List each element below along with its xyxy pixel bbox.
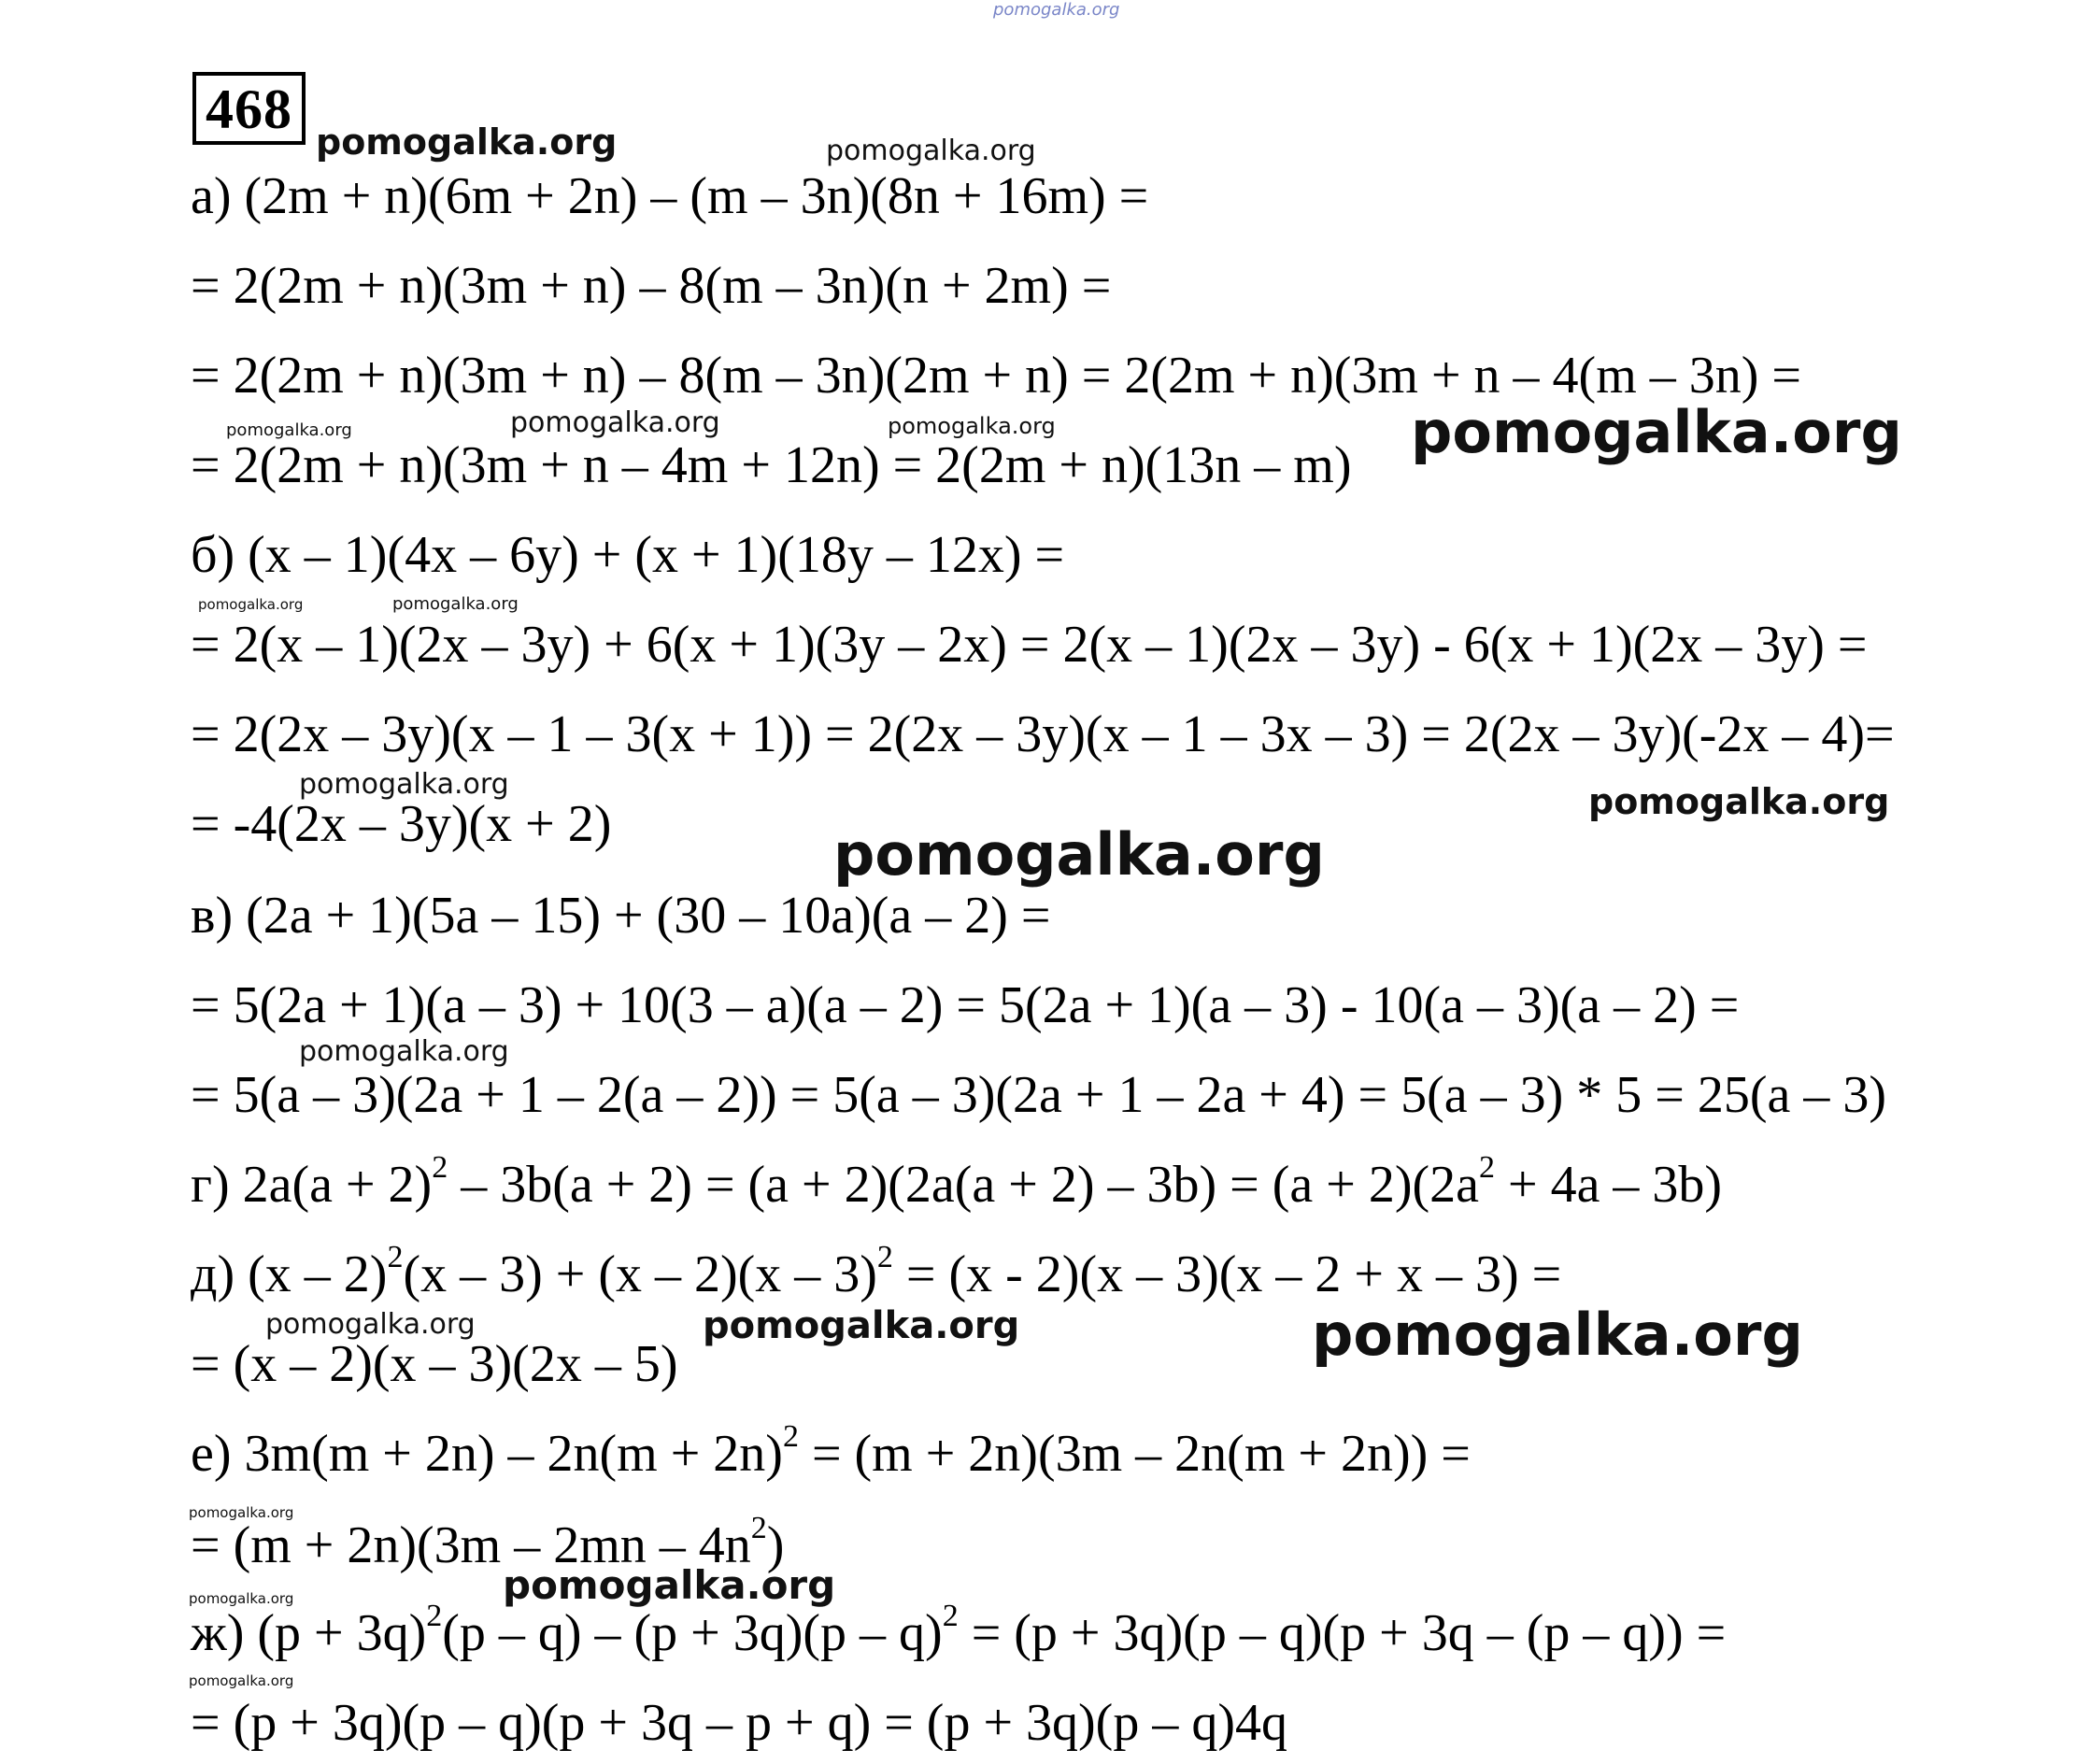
exponent: 2 xyxy=(1478,1150,1495,1186)
exponent: 2 xyxy=(426,1599,443,1634)
e2-part2: ) xyxy=(766,1516,785,1574)
exponent: 2 xyxy=(750,1511,767,1546)
exponent: 2 xyxy=(432,1150,448,1186)
solution-line-d2: = (x – 2)(x – 3)(2x – 5) xyxy=(191,1335,678,1393)
problem-number: 468 xyxy=(192,72,306,145)
watermark: pomogalka.org xyxy=(299,1035,509,1068)
solution-line-b3: = 2(2x – 3y)(x – 1 – 3(x + 1)) = 2(2x – 3y)(x – 1 – 3x – 3) = 2(2x – 3y)(-2x – 4)= xyxy=(191,705,1895,763)
d1-part3: = (x - 2)(x – 3)(x – 2 + x – 3) = xyxy=(892,1245,1562,1303)
solution-line-g1 xyxy=(191,1150,1723,1215)
exponent: 2 xyxy=(876,1240,893,1275)
solution-line-v1: в) (2a + 1)(5a – 15) + (30 – 10a)(a – 2) = xyxy=(191,887,1051,945)
solution-line-a3: = 2(2m + n)(3m + n) – 8(m – 3n)(2m + n) = 2(2m + n)(3m + n – 4(m – 3n) = xyxy=(191,347,1801,405)
zh1-part3: = (p + 3q)(p – q)(p + 3q – (p – q)) = xyxy=(958,1604,1727,1662)
d1-part2: (x – 3) + (x – 2)(x – 3) xyxy=(403,1245,877,1303)
solution-line-a1: а) (2m + n)(6m + 2n) – (m – 3n)(8n + 16m) = xyxy=(191,167,1149,225)
solution-line-zh2: = (p + 3q)(p – q)(p + 3q – p + q) = (p + 3q)(p – q)4q xyxy=(191,1694,1287,1752)
solution-line-a4: = 2(2m + n)(3m + n – 4m + 12n) = 2(2m + n)(13n – m) xyxy=(191,436,1352,494)
solution-line-d1 xyxy=(191,1240,1562,1304)
watermark: pomogalka.org xyxy=(198,596,304,613)
g1-part3: + 4a – 3b) xyxy=(1494,1156,1723,1214)
e2-part1: = (m + 2n)(3m – 2mn – 4n xyxy=(191,1516,751,1574)
watermark: pomogalka.org xyxy=(1588,781,1890,822)
d1-part1: д) (x – 2) xyxy=(191,1245,388,1303)
g1-part1: г) 2a(a + 2) xyxy=(191,1156,433,1214)
solution-line-e1 xyxy=(191,1419,1471,1484)
zh1-part1: ж) (p + 3q) xyxy=(191,1604,427,1662)
watermark: pomogalka.org xyxy=(503,1562,836,1608)
watermark: pomogalka.org xyxy=(703,1304,1020,1347)
watermark: pomogalka.org xyxy=(189,1672,294,1689)
watermark: pomogalka.org xyxy=(316,121,618,163)
solution-line-v3: = 5(a – 3)(2a + 1 – 2(a – 2)) = 5(a – 3)(2a + 1 – 2a + 4) = 5(a – 3) * 5 = 25(a – 3) xyxy=(191,1066,1886,1124)
g1-part2: – 3b(a + 2) = (a + 2)(2a(a + 2) – 3b) = (a + 2)(2a xyxy=(448,1156,1479,1214)
watermark: pomogalka.org xyxy=(189,1504,294,1521)
exponent: 2 xyxy=(387,1240,404,1275)
watermark: pomogalka.org xyxy=(1312,1301,1803,1369)
e1-part1: е) 3m(m + 2n) – 2n(m + 2n) xyxy=(191,1425,783,1483)
e1-part2: = (m + 2n)(3m – 2n(m + 2n)) = xyxy=(798,1425,1471,1483)
watermark: pomogalka.org xyxy=(265,1308,476,1341)
exponent: 2 xyxy=(782,1419,799,1455)
watermark: pomogalka.org xyxy=(510,406,720,439)
watermark: pomogalka.org xyxy=(189,1590,294,1607)
watermark: pomogalka.org xyxy=(833,820,1325,889)
watermark: pomogalka.org xyxy=(1411,398,1902,466)
solution-line-b4: = -4(2x – 3y)(x + 2) xyxy=(191,795,612,853)
watermark: pomogalka.org xyxy=(888,413,1056,439)
solution-line-a2: = 2(2m + n)(3m + n) – 8(m – 3n)(n + 2m) = xyxy=(191,257,1112,315)
watermark: pomogalka.org xyxy=(226,420,352,440)
solution-line-b2: = 2(x – 1)(2x – 3y) + 6(x + 1)(3y – 2x) = 2(x – 1)(2x – 3y) - 6(x + 1)(2x – 3y) = xyxy=(191,616,1868,674)
solution-line-zh1 xyxy=(191,1599,1727,1663)
solution-line-v2: = 5(2a + 1)(a – 3) + 10(3 – a)(a – 2) = 5(2a + 1)(a – 3) - 10(a – 3)(a – 2) = xyxy=(191,976,1740,1034)
solution-line-b1: б) (x – 1)(4x – 6y) + (x + 1)(18y – 12x) = xyxy=(191,526,1065,584)
watermark: pomogalka.org xyxy=(826,135,1036,167)
watermark: pomogalka.org xyxy=(392,594,519,614)
watermark: pomogalka.org xyxy=(299,768,509,801)
exponent: 2 xyxy=(942,1599,959,1634)
zh1-part2: (p – q) – (p + 3q)(p – q) xyxy=(442,1604,943,1662)
watermark-top: pomogalka.org xyxy=(993,0,1120,20)
